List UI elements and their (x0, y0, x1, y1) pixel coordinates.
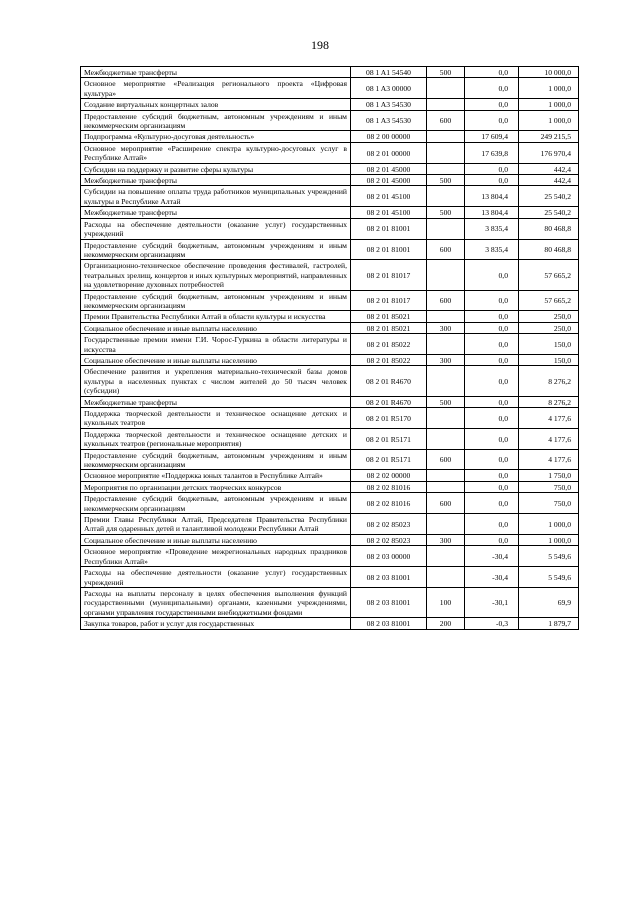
table-row (81, 567, 579, 588)
table-row (81, 67, 579, 78)
row-expense-type: 100 (427, 587, 465, 617)
row-amount-change: 0,0 (465, 67, 519, 78)
row-code: 08 2 01 45000 (351, 175, 427, 186)
row-name: Подпрограмма «Культурно-досуговая деятельность» (81, 131, 351, 142)
row-name: Предоставление субсидий бюджетным, автономным учреждениям и иным некоммерческим организациям (81, 239, 351, 260)
row-amount-change: 0,0 (465, 449, 519, 470)
row-amount-total: 57 665,2 (519, 290, 579, 311)
table-row (81, 175, 579, 186)
row-code: 08 2 01 85022 (351, 354, 427, 365)
row-name: Социальное обеспечение и иные выплаты населению (81, 354, 351, 365)
row-amount-total: 1 000,0 (519, 110, 579, 131)
row-amount-total: 1 000,0 (519, 78, 579, 99)
row-expense-type (427, 311, 465, 322)
row-amount-change: 0,0 (465, 110, 519, 131)
row-expense-type (427, 514, 465, 535)
row-name: Создание виртуальных концертных залов (81, 99, 351, 110)
row-amount-total: 5 549,6 (519, 567, 579, 588)
row-name: Межбюджетные трансферты (81, 207, 351, 218)
row-amount-change: 0,0 (465, 163, 519, 174)
row-name: Предоставление субсидий бюджетным, автономным учреждениям и иным некоммерческим организациям (81, 290, 351, 311)
row-name: Субсидии на поддержку и развитие сферы культуры (81, 163, 351, 174)
row-name: Обеспечение развития и укрепления материально-технической базы домов культуры в населенных пунктах с числом жителей до 50 тысяч человек (субсидии) (81, 366, 351, 396)
row-code: 08 2 01 R4670 (351, 396, 427, 407)
row-expense-type (427, 334, 465, 355)
row-code: 08 2 03 81001 (351, 587, 427, 617)
row-code: 08 2 02 81016 (351, 493, 427, 514)
row-expense-type (427, 567, 465, 588)
row-amount-change: 3 835,4 (465, 239, 519, 260)
row-amount-total: 4 177,6 (519, 408, 579, 429)
table-row (81, 110, 579, 131)
row-amount-total: 4 177,6 (519, 428, 579, 449)
row-name: Межбюджетные трансферты (81, 67, 351, 78)
table-row (81, 218, 579, 239)
row-name: Межбюджетные трансферты (81, 396, 351, 407)
table-row (81, 142, 579, 163)
row-name: Расходы на обеспечение деятельности (оказание услуг) государственных учреждений (81, 218, 351, 239)
row-amount-change: 0,0 (465, 260, 519, 290)
row-amount-change: -30,1 (465, 587, 519, 617)
row-code: 08 2 01 81017 (351, 260, 427, 290)
row-name: Расходы на обеспечение деятельности (оказание услуг) государственных учреждений (81, 567, 351, 588)
row-amount-total: 1 750,0 (519, 470, 579, 481)
row-amount-total: 1 000,0 (519, 99, 579, 110)
row-amount-total: 8 276,2 (519, 396, 579, 407)
row-code: 08 2 01 85022 (351, 334, 427, 355)
row-amount-change: -30,4 (465, 546, 519, 567)
row-name: Предоставление субсидий бюджетным, автономным учреждениям и иным некоммерческим организациям (81, 493, 351, 514)
row-expense-type: 500 (427, 175, 465, 186)
row-amount-change: 0,0 (465, 481, 519, 492)
row-amount-total: 750,0 (519, 481, 579, 492)
row-name: Основное мероприятие «Реализация регионального проекта «Цифровая культура» (81, 78, 351, 99)
row-expense-type: 300 (427, 354, 465, 365)
table-row (81, 260, 579, 290)
row-amount-total: 1 879,7 (519, 618, 579, 629)
row-amount-total: 80 468,8 (519, 239, 579, 260)
row-expense-type (427, 408, 465, 429)
row-amount-change: 0,0 (465, 470, 519, 481)
row-expense-type: 500 (427, 67, 465, 78)
table-row (81, 396, 579, 407)
row-expense-type: 500 (427, 396, 465, 407)
row-code: 08 2 01 81001 (351, 218, 427, 239)
row-amount-change: 0,0 (465, 514, 519, 535)
row-amount-total: 150,0 (519, 334, 579, 355)
row-amount-total: 57 665,2 (519, 260, 579, 290)
table-row (81, 546, 579, 567)
row-name: Межбюджетные трансферты (81, 175, 351, 186)
row-name: Закупка товаров, работ и услуг для государственных (81, 618, 351, 629)
row-amount-total: 750,0 (519, 493, 579, 514)
row-amount-change: -0,3 (465, 618, 519, 629)
row-code: 08 2 01 00000 (351, 142, 427, 163)
row-code: 08 2 03 00000 (351, 546, 427, 567)
row-amount-change: 17 609,4 (465, 131, 519, 142)
row-expense-type (427, 366, 465, 396)
row-amount-total: 249 215,5 (519, 131, 579, 142)
row-amount-total: 5 549,6 (519, 546, 579, 567)
row-amount-total: 25 540,2 (519, 207, 579, 218)
row-code: 08 2 00 00000 (351, 131, 427, 142)
row-amount-change: 0,0 (465, 334, 519, 355)
row-amount-change: 0,0 (465, 428, 519, 449)
table-row (81, 78, 579, 99)
row-amount-total: 80 468,8 (519, 218, 579, 239)
row-amount-total: 25 540,2 (519, 186, 579, 207)
row-expense-type: 300 (427, 534, 465, 545)
page-number: 198 (311, 38, 329, 52)
row-code: 08 1 A3 00000 (351, 78, 427, 99)
table-row (81, 290, 579, 311)
row-amount-change: 0,0 (465, 99, 519, 110)
row-code: 08 2 02 85023 (351, 534, 427, 545)
row-amount-total: 250,0 (519, 322, 579, 333)
row-code: 08 2 02 81016 (351, 481, 427, 492)
row-expense-type (427, 260, 465, 290)
row-name: Социальное обеспечение и иные выплаты населению (81, 322, 351, 333)
row-expense-type (427, 78, 465, 99)
row-expense-type: 300 (427, 322, 465, 333)
row-amount-total: 10 000,0 (519, 67, 579, 78)
row-amount-change: 0,0 (465, 311, 519, 322)
row-amount-total: 442,4 (519, 175, 579, 186)
row-code: 08 1 A3 54530 (351, 99, 427, 110)
row-code: 08 2 01 81001 (351, 239, 427, 260)
row-expense-type: 500 (427, 207, 465, 218)
row-amount-change: 17 639,8 (465, 142, 519, 163)
table-row (81, 322, 579, 333)
row-expense-type (427, 481, 465, 492)
table-row (81, 493, 579, 514)
table-row (81, 311, 579, 322)
table-row (81, 207, 579, 218)
row-code: 08 2 01 45000 (351, 163, 427, 174)
row-amount-total: 442,4 (519, 163, 579, 174)
row-code: 08 2 03 81001 (351, 618, 427, 629)
row-amount-change: 0,0 (465, 396, 519, 407)
row-expense-type (427, 428, 465, 449)
table-row (81, 334, 579, 355)
row-amount-change: 0,0 (465, 534, 519, 545)
row-name: Основное мероприятие «Проведение межрегиональных народных праздников Республики Алтай» (81, 546, 351, 567)
table-row (81, 428, 579, 449)
table-row (81, 514, 579, 535)
row-code: 08 2 01 R5171 (351, 428, 427, 449)
row-expense-type: 600 (427, 449, 465, 470)
row-name: Премии Правительства Республики Алтай в области культуры и искусства (81, 311, 351, 322)
row-code: 08 2 01 R5171 (351, 449, 427, 470)
row-expense-type (427, 546, 465, 567)
row-expense-type (427, 186, 465, 207)
table-row (81, 354, 579, 365)
row-amount-total: 150,0 (519, 354, 579, 365)
row-name: Социальное обеспечение и иные выплаты населению (81, 534, 351, 545)
table-row (81, 163, 579, 174)
row-name: Субсидии на повышение оплаты труда работников муниципальных учреждений культуры в Республике Алтай (81, 186, 351, 207)
row-amount-change: 0,0 (465, 354, 519, 365)
row-amount-total: 250,0 (519, 311, 579, 322)
table-row (81, 408, 579, 429)
row-expense-type: 600 (427, 493, 465, 514)
row-code: 08 2 01 85021 (351, 322, 427, 333)
row-amount-change: 0,0 (465, 175, 519, 186)
row-expense-type: 600 (427, 290, 465, 311)
row-name: Поддержка творческой деятельности и техническое оснащение детских и кукольных театров (региональные мероприятия) (81, 428, 351, 449)
row-name: Мероприятия по организации детских творческих конкурсов (81, 481, 351, 492)
row-amount-change: 13 804,4 (465, 207, 519, 218)
row-name: Предоставление субсидий бюджетным, автономным учреждениям и иным некоммерческим организациям (81, 110, 351, 131)
table-row (81, 186, 579, 207)
row-amount-total: 1 000,0 (519, 534, 579, 545)
row-expense-type: 600 (427, 239, 465, 260)
row-amount-change: 0,0 (465, 408, 519, 429)
row-code: 08 2 01 R5170 (351, 408, 427, 429)
row-code: 08 2 01 85021 (351, 311, 427, 322)
row-code: 08 2 03 81001 (351, 567, 427, 588)
table-row (81, 618, 579, 629)
row-name: Государственные премии имени Г.И. Чорос-Гуркина в области литературы и искусства (81, 334, 351, 355)
row-name: Поддержка творческой деятельности и техническое оснащение детских и кукольных театров (81, 408, 351, 429)
row-amount-change: 0,0 (465, 322, 519, 333)
row-amount-total: 1 000,0 (519, 514, 579, 535)
row-expense-type (427, 218, 465, 239)
table-row (81, 449, 579, 470)
row-amount-change: 0,0 (465, 366, 519, 396)
row-amount-change: 0,0 (465, 78, 519, 99)
row-code: 08 2 02 85023 (351, 514, 427, 535)
row-amount-change: 0,0 (465, 290, 519, 311)
table-row (81, 239, 579, 260)
table-row (81, 587, 579, 617)
row-expense-type: 200 (427, 618, 465, 629)
row-code: 08 2 01 45100 (351, 207, 427, 218)
row-code: 08 1 A3 54530 (351, 110, 427, 131)
row-expense-type (427, 131, 465, 142)
row-name: Расходы на выплаты персоналу в целях обеспечения выполнения функций государственными (муниципальными) органами, казенными учреждениями, органами управления государственными внебюджетными фондами (81, 587, 351, 617)
table-row (81, 534, 579, 545)
row-expense-type (427, 142, 465, 163)
row-name: Основное мероприятие «Расширение спектра культурно-досуговых услуг в Республике Алтай» (81, 142, 351, 163)
row-amount-change: 0,0 (465, 493, 519, 514)
table-row (81, 366, 579, 396)
row-expense-type (427, 470, 465, 481)
row-amount-change: -30,4 (465, 567, 519, 588)
table-row (81, 99, 579, 110)
row-name: Организационно-техническое обеспечение проведения фестивалей, гастролей, театральных зрелищ, концертов и иных культурных мероприятий, направленных на удовлетворение духовных потребностей (81, 260, 351, 290)
row-code: 08 1 A1 54540 (351, 67, 427, 78)
row-expense-type (427, 163, 465, 174)
row-code: 08 2 02 00000 (351, 470, 427, 481)
row-code: 08 2 01 81017 (351, 290, 427, 311)
row-code: 08 2 01 R4670 (351, 366, 427, 396)
row-expense-type (427, 99, 465, 110)
row-amount-total: 8 276,2 (519, 366, 579, 396)
row-name: Премии Главы Республики Алтай, Председателя Правительства Республики Алтай для одаренных детей и талантливой молодежи Республики Алтай (81, 514, 351, 535)
budget-table (80, 66, 579, 630)
table-row (81, 470, 579, 481)
row-amount-total: 69,9 (519, 587, 579, 617)
table-row (81, 481, 579, 492)
row-amount-change: 3 835,4 (465, 218, 519, 239)
row-name: Предоставление субсидий бюджетным, автономным учреждениям и иным некоммерческим организациям (81, 449, 351, 470)
table-row (81, 131, 579, 142)
row-amount-total: 176 970,4 (519, 142, 579, 163)
row-amount-change: 13 804,4 (465, 186, 519, 207)
row-amount-total: 4 177,6 (519, 449, 579, 470)
row-name: Основное мероприятие «Поддержка юных талантов в Республике Алтай» (81, 470, 351, 481)
row-expense-type: 600 (427, 110, 465, 131)
row-code: 08 2 01 45100 (351, 186, 427, 207)
